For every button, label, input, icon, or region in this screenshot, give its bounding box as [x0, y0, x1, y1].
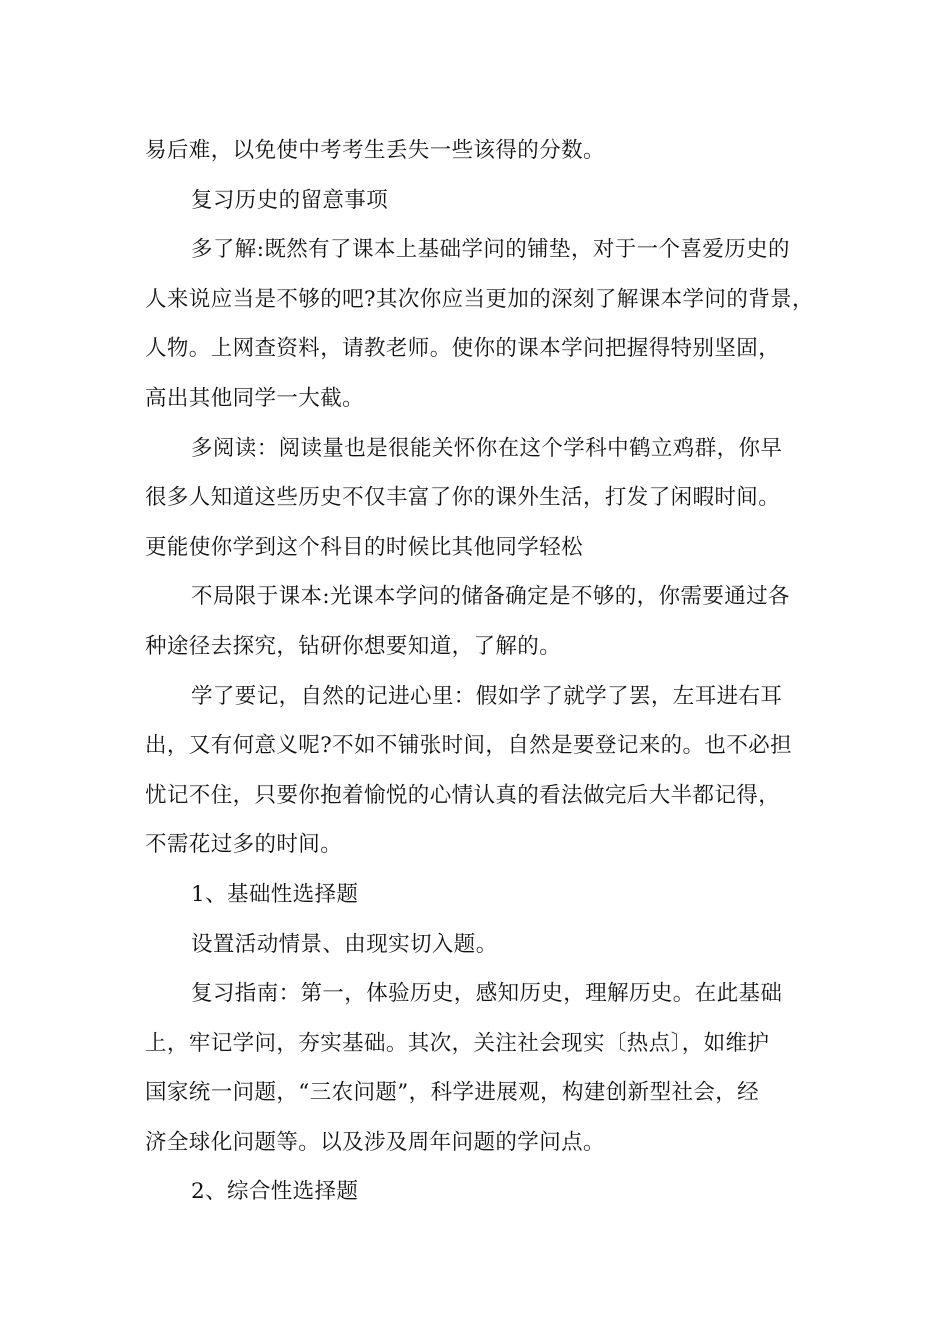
text-line: 不需花过多的时间。 — [145, 832, 343, 858]
text-line: 复习指南：第一，体验历史，感知历史，理解历史。在此基础 — [191, 981, 783, 1007]
text-line: 济全球化问题等。以及涉及周年问题的学问点。 — [145, 1129, 605, 1155]
text-line: 多了解:既然有了课本上基础学问的铺垫，对于一个喜爱历史的 — [191, 237, 790, 263]
section-heading: 复习历史的留意事项 — [191, 187, 389, 213]
text-line: 易后难，以免使中考考生丢失一些该得的分数。 — [145, 138, 605, 163]
text-line: 不局限于课本:光课本学问的储备确定是不够的，你需要通过各 — [191, 584, 790, 610]
text-line: 人物。上网查资料，请教老师。使你的课本学问把握得特别坚固， — [145, 336, 781, 362]
text-line: 多阅读：阅读量也是很能关怀你在这个学科中鹤立鸡群，你早 — [191, 435, 783, 461]
section-heading: 1、基础性选择题 — [191, 881, 359, 907]
text-line: 忧记不住，只要你抱着愉悦的心情认真的看法做完后大半都记得， — [145, 782, 781, 808]
text-line: 人来说应当是不够的吧?其次你应当更加的深刻了解课本学问的背景， — [145, 286, 814, 312]
text-line: 很多人知道这些历史不仅丰富了你的课外生活，打发了闲暇时间。 — [145, 485, 781, 511]
document-body — [145, 126, 814, 1217]
text-line: 国家统一问题，“三农问题”，科学进展观，构建创新型社会，经 — [145, 1080, 760, 1106]
text-line: 更能使你学到这个科目的时候比其他同学轻松 — [145, 534, 584, 560]
text-line: 种途径去探究，钻研你想要知道，了解的。 — [145, 633, 562, 659]
text-line: 学了要记，自然的记进心里：假如学了就学了罢，左耳进右耳 — [191, 683, 783, 709]
text-line: 高出其他同学一大截。 — [145, 385, 365, 411]
section-heading: 2、综合性选择题 — [191, 1179, 359, 1205]
text-line: 出，又有何意义呢?不如不铺张时间，自然是要登记来的。也不必担 — [145, 733, 793, 759]
text-line: 设置活动情景、由现实切入题。 — [191, 931, 498, 957]
text-line: 上，牢记学问，夯实基础。其次，关注社会现实〔热点〕，如维护 — [145, 1030, 770, 1056]
